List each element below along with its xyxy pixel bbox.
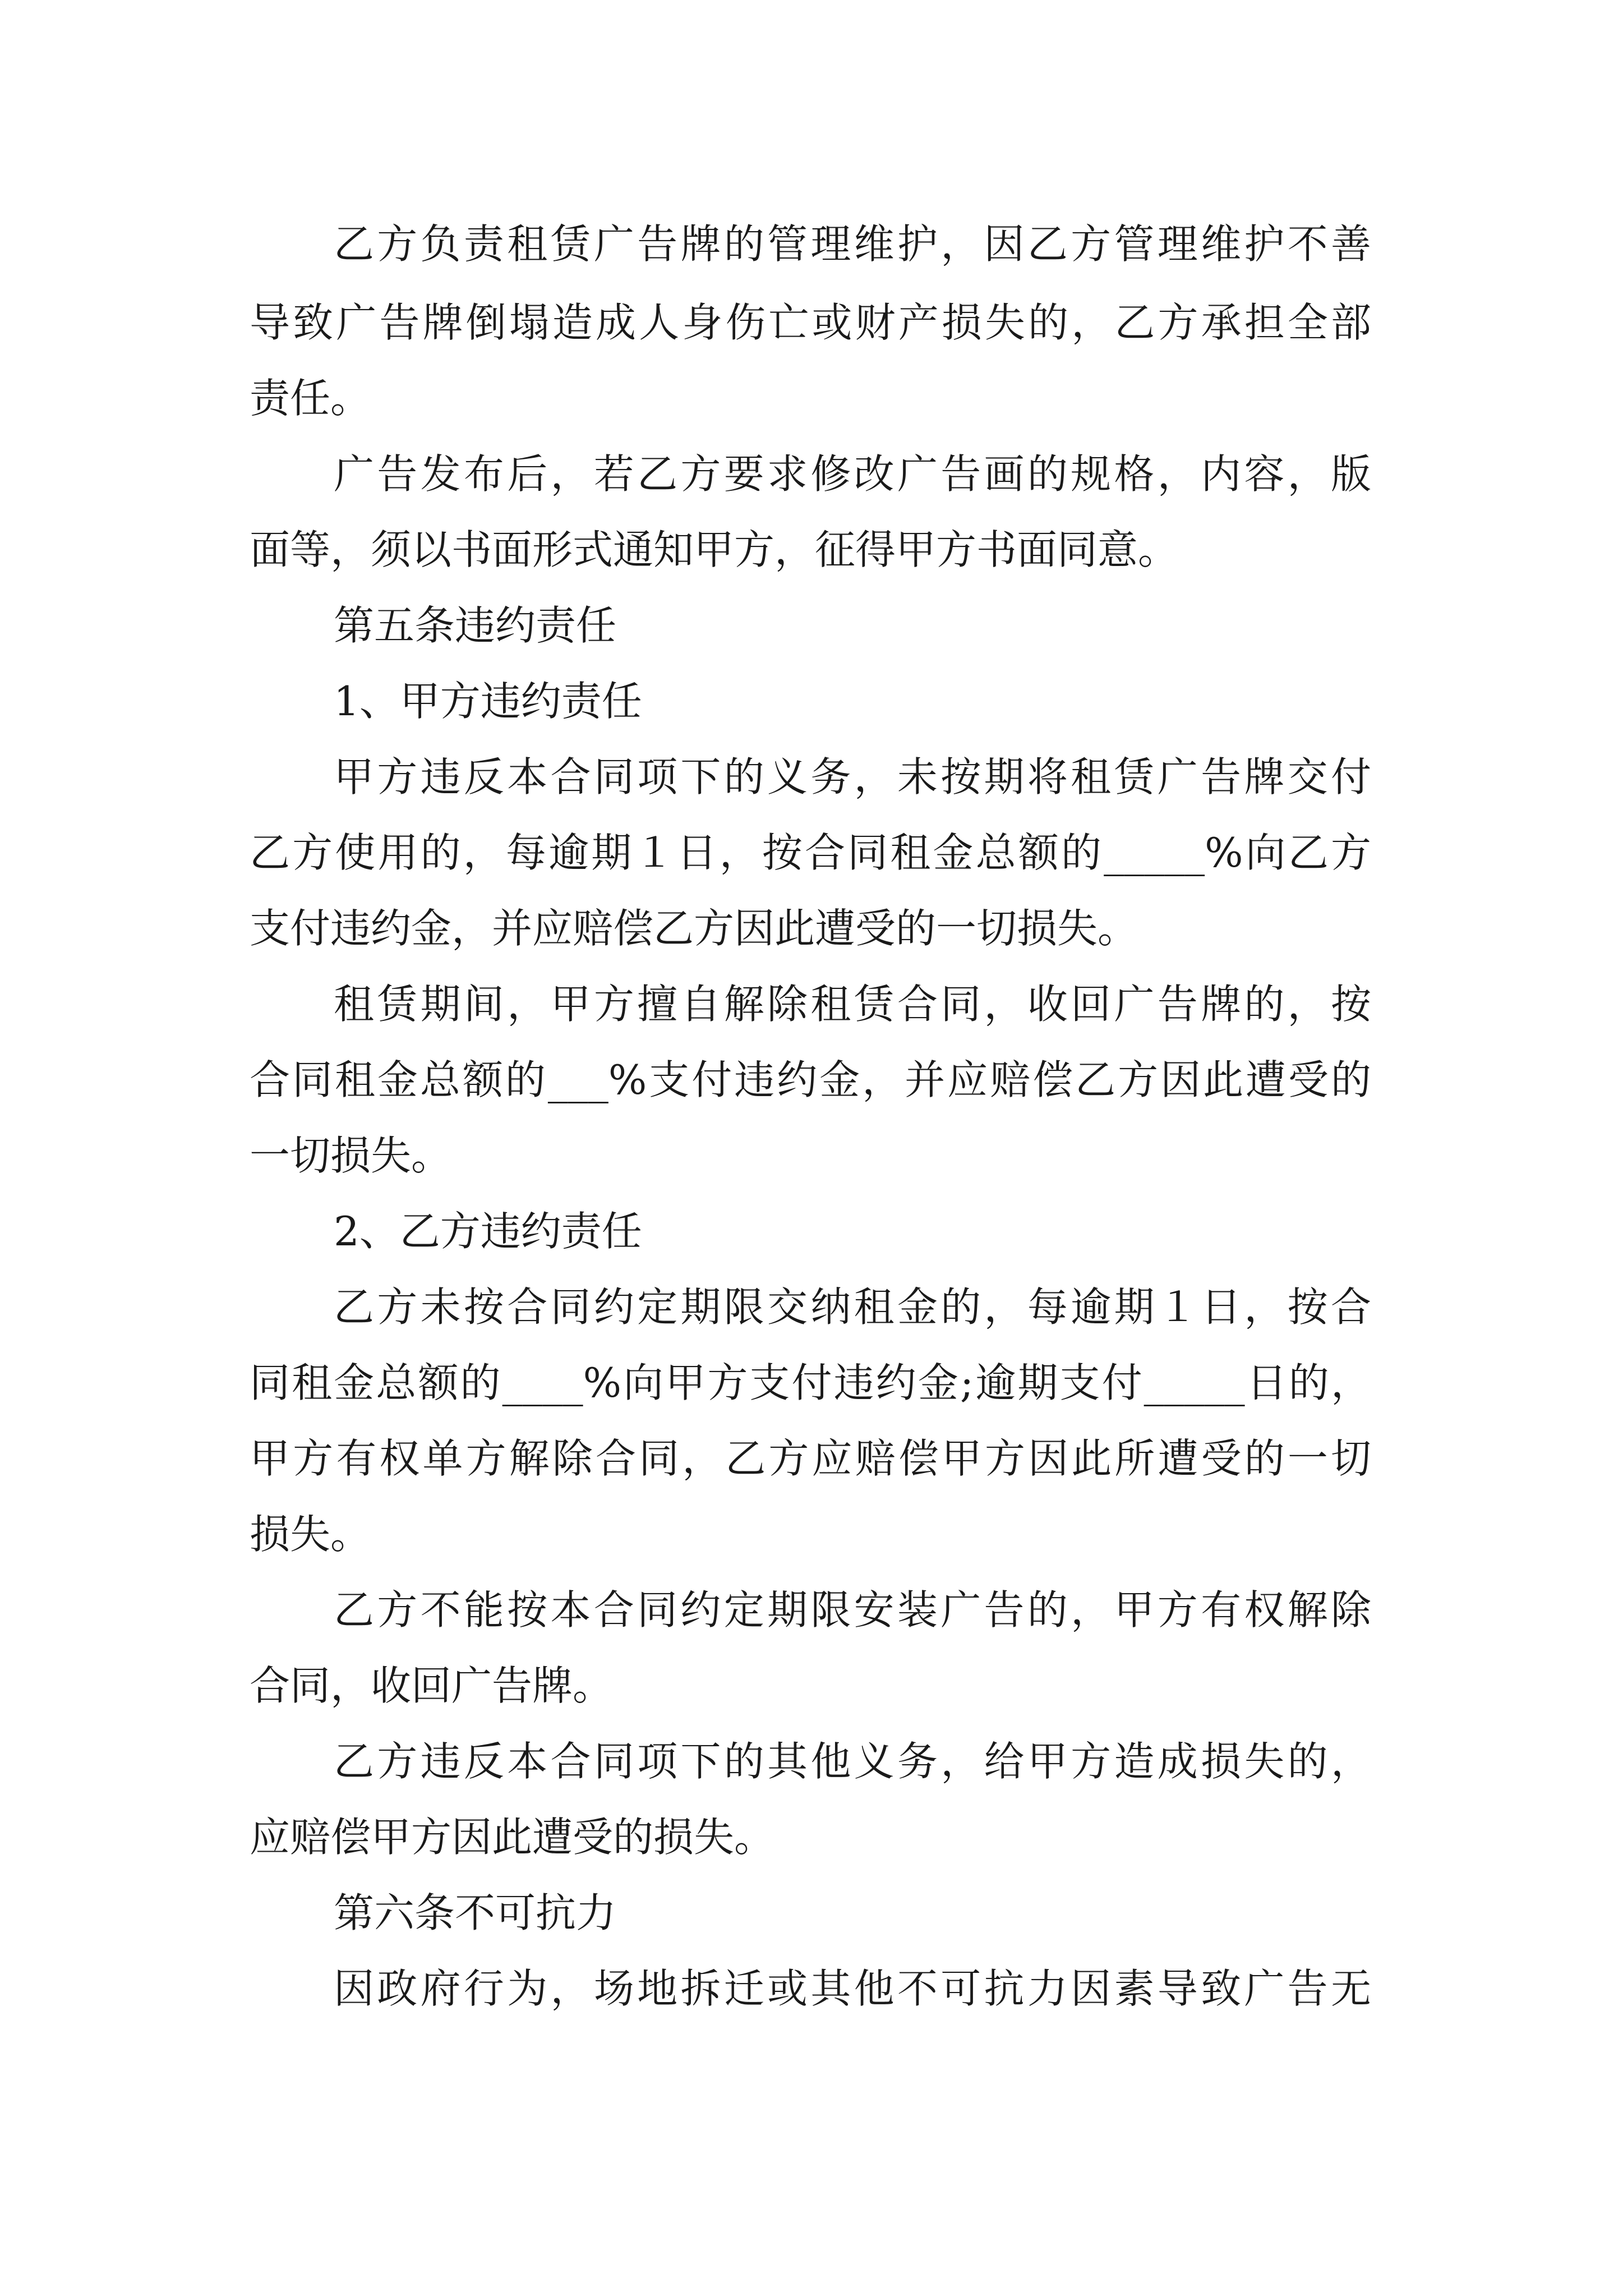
text-line: 乙方不能按本合同约定期限安装广告的，甲方有权解除 [334, 1586, 1371, 1634]
subsection-heading: 2、乙方违约责任 [334, 1208, 642, 1255]
text-line: 支付违约金，并应赔偿乙方因此遭受的一切损失。 [250, 905, 1138, 952]
text-line: 租赁期间，甲方擅自解除租赁合同，收回广告牌的，按 [334, 981, 1371, 1028]
text-line: 合同，收回广告牌。 [250, 1662, 614, 1709]
text-line: 一切损失。 [250, 1132, 452, 1179]
text-line: 责任。 [250, 375, 371, 422]
text-line: 乙方未按合同约定期限交纳租金的，每逾期１日，按合 [334, 1283, 1371, 1331]
text-line: 同租金总额的____%向甲方支付违约金;逾期支付_____日的， [250, 1359, 1371, 1406]
text-line: 甲方违反本合同项下的义务，未按期将租赁广告牌交付 [334, 753, 1371, 800]
section-heading: 第六条不可抗力 [334, 1889, 617, 1936]
text-line: 乙方负责租赁广告牌的管理维护，因乙方管理维护不善 [334, 220, 1371, 268]
section-heading: 第五条违约责任 [334, 602, 617, 649]
text-line: 乙方违反本合同项下的其他义务，给甲方造成损失的， [334, 1738, 1371, 1785]
text-line: 广告发布后，若乙方要求修改广告画的规格，内容，版 [334, 450, 1371, 498]
text-line: 乙方使用的，每逾期１日，按合同租金总额的_____%向乙方 [250, 829, 1371, 876]
text-line: 合同租金总额的___%支付违约金，并应赔偿乙方因此遭受的 [250, 1056, 1371, 1103]
text-line: 甲方有权单方解除合同，乙方应赔偿甲方因此所遭受的一切 [250, 1435, 1371, 1482]
text-line: 损失。 [250, 1511, 371, 1558]
subsection-heading: 1、甲方违约责任 [334, 678, 642, 725]
text-line: 导致广告牌倒塌造成人身伤亡或财产损失的，乙方承担全部 [250, 299, 1371, 346]
text-line: 应赔偿甲方因此遭受的损失。 [250, 1814, 775, 1861]
text-line: 面等，须以书面形式通知甲方，征得甲方书面同意。 [250, 526, 1179, 573]
text-line: 因政府行为，场地拆迁或其他不可抗力因素导致广告无 [334, 1965, 1371, 2012]
